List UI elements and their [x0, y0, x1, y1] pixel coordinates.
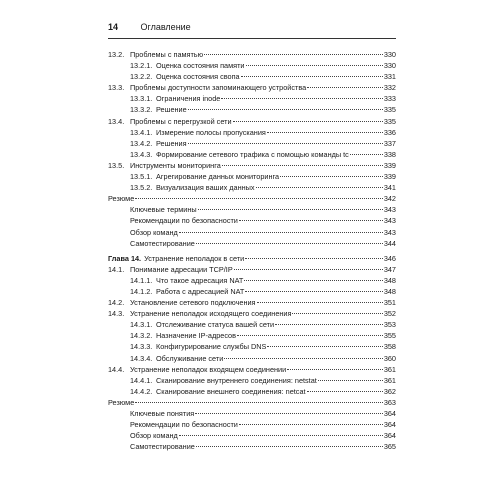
toc-title: Резюме	[108, 194, 135, 204]
toc-number: 14.1.	[108, 264, 125, 274]
toc-number: 13.2.2.	[130, 72, 153, 82]
dot-leader	[224, 358, 383, 359]
toc-page: 346	[383, 253, 396, 263]
toc-entry	[108, 408, 396, 419]
toc-entry	[108, 71, 396, 82]
chapter-label: Глава 14.	[108, 253, 142, 263]
toc-page: 343	[383, 216, 396, 226]
toc-page: 355	[383, 331, 396, 341]
toc-title: Проблемы доступности запоминающего устройства	[130, 83, 307, 93]
toc-number: 13.4.2.	[130, 138, 153, 148]
toc-title: Оценка состояния памяти	[156, 61, 245, 71]
page-number: 14	[108, 22, 119, 32]
dot-leader	[221, 98, 382, 99]
toc-page: 333	[383, 94, 396, 104]
toc-entry	[108, 182, 396, 193]
toc-page: 335	[383, 116, 396, 126]
dot-leader	[239, 424, 383, 425]
dot-leader	[188, 109, 383, 110]
dot-leader	[204, 54, 383, 55]
dot-leader	[179, 232, 383, 233]
toc-entry	[108, 386, 396, 397]
toc-number: 14.3.3.	[130, 342, 153, 352]
toc-number: 13.3.1.	[130, 94, 153, 104]
toc-page: 341	[383, 183, 396, 193]
toc-entry	[108, 227, 396, 238]
toc-title: Ключевые термины	[130, 205, 197, 215]
toc-entry	[108, 93, 396, 104]
toc-number: 13.5.	[108, 160, 125, 170]
dot-leader	[307, 391, 383, 392]
dot-leader	[195, 413, 383, 414]
dot-leader	[198, 209, 383, 210]
page-header	[108, 16, 396, 39]
dot-leader	[246, 65, 383, 66]
toc-entry	[108, 104, 396, 115]
toc-number: 13.4.1.	[130, 127, 153, 137]
toc-page: 347	[383, 264, 396, 274]
toc-number: 14.3.	[108, 309, 125, 319]
toc-entry	[108, 60, 396, 71]
toc-title: Ограничения inode	[156, 94, 221, 104]
dot-leader	[239, 220, 383, 221]
toc-page: 332	[383, 83, 396, 93]
toc-entry	[108, 127, 396, 138]
toc-page: 353	[383, 320, 396, 330]
toc-page: 362	[383, 386, 396, 396]
toc-page: 361	[383, 364, 396, 374]
dot-leader	[318, 380, 383, 381]
dot-leader	[245, 258, 383, 259]
toc-entry	[108, 49, 396, 60]
toc-entry	[108, 319, 396, 330]
toc-title: Обслуживание сети	[156, 353, 224, 363]
toc-page: 358	[383, 342, 396, 352]
toc-entry	[108, 149, 396, 160]
toc-page: 339	[383, 172, 396, 182]
dot-leader	[196, 243, 383, 244]
toc-title: Конфигурирование службы DNS	[156, 342, 267, 352]
toc-page: 337	[383, 138, 396, 148]
toc-entry	[108, 308, 396, 319]
toc-number: 14.4.1.	[130, 375, 153, 385]
toc-title: Агрегирование данных мониторинга	[156, 172, 280, 182]
toc-page: 330	[383, 61, 396, 71]
toc-page: 344	[383, 238, 396, 248]
toc-page: 348	[383, 286, 396, 296]
toc-title: Самотестирование	[130, 442, 195, 452]
toc-title: Устранение неполадок исходящего соединения	[130, 309, 292, 319]
dot-leader	[245, 291, 382, 292]
dot-leader	[135, 198, 383, 199]
toc-title: Обзор команд	[130, 431, 178, 441]
toc-title: Устранение неполадок в сети	[144, 253, 245, 263]
toc-entry	[108, 430, 396, 441]
dot-leader	[233, 121, 383, 122]
dot-leader	[287, 369, 383, 370]
toc-title: Установление сетевого подключения	[130, 298, 256, 308]
toc-page: 360	[383, 353, 396, 363]
toc-title: Решения	[156, 138, 187, 148]
toc-number: 13.3.2.	[130, 105, 153, 115]
toc-entry	[108, 116, 396, 127]
toc-title: Понимание адресации TCP/IP	[130, 264, 233, 274]
toc-title: Резюме	[108, 397, 135, 407]
dot-leader	[188, 143, 383, 144]
dot-leader	[292, 313, 382, 314]
dot-leader	[179, 435, 383, 436]
toc-entry	[108, 364, 396, 375]
dot-leader	[244, 280, 382, 281]
toc-page: 364	[383, 431, 396, 441]
toc-number: 13.3.	[108, 83, 125, 93]
toc-page: 338	[383, 149, 396, 159]
toc-title: Устранение неполадок входящем соединении	[130, 364, 287, 374]
toc-page: 361	[383, 375, 396, 385]
toc-entry	[108, 171, 396, 182]
toc-entry	[108, 397, 396, 408]
dot-leader	[196, 446, 383, 447]
toc-title: Назначение IP-адресов	[156, 331, 236, 341]
toc-number: 14.3.4.	[130, 353, 153, 363]
dot-leader	[280, 176, 383, 177]
toc-entry	[108, 297, 396, 308]
toc-entry	[108, 253, 396, 264]
dot-leader	[307, 87, 383, 88]
toc-page: 343	[383, 205, 396, 215]
toc-number: 14.4.2.	[130, 386, 153, 396]
toc-page: 364	[383, 420, 396, 430]
toc-number: 13.5.1.	[130, 172, 153, 182]
toc-entry	[108, 286, 396, 297]
toc-title: Оценка состояния свопа	[156, 72, 240, 82]
running-title: Оглавление	[140, 22, 191, 32]
toc-number: 14.3.1.	[130, 320, 153, 330]
toc-entry	[108, 275, 396, 286]
toc-number: 13.5.2.	[130, 183, 153, 193]
dot-leader	[275, 324, 383, 325]
toc-title: Решение	[156, 105, 187, 115]
toc-page: 363	[383, 397, 396, 407]
toc-number: 14.1.1.	[130, 275, 153, 285]
toc-title: Ключевые понятия	[130, 409, 195, 418]
toc-entry	[108, 375, 396, 386]
toc-page: 336	[383, 127, 396, 137]
dot-leader	[267, 346, 382, 347]
toc-title: Обзор команд	[130, 227, 178, 237]
toc-page: 364	[383, 409, 396, 418]
toc-title: Сканирование внешнего соединения: netcat	[156, 386, 306, 396]
toc-title: Самотестирование	[130, 238, 195, 248]
toc-page: 342	[383, 194, 396, 204]
toc-entry	[108, 341, 396, 352]
toc-title: Визуализация ваших данных	[156, 183, 255, 193]
dot-leader	[256, 187, 383, 188]
toc-entry	[108, 238, 396, 249]
dot-leader	[135, 402, 383, 403]
toc-title: Инструменты мониторинга	[130, 160, 221, 170]
toc-entry	[108, 330, 396, 341]
toc-page: 352	[383, 309, 396, 319]
toc-page: 330	[383, 50, 396, 59]
toc-page: 331	[383, 72, 396, 82]
toc-entry	[108, 353, 396, 364]
dot-leader	[257, 302, 383, 303]
toc-number: 14.1.2.	[130, 286, 153, 296]
dot-leader	[350, 154, 383, 155]
toc-number: 13.2.	[108, 50, 125, 59]
toc-number: 14.3.2.	[130, 331, 153, 341]
toc-entry	[108, 441, 396, 452]
dot-leader	[222, 165, 383, 166]
toc-page: 365	[383, 442, 396, 452]
toc-title: Отслеживание статуса вашей сети	[156, 320, 275, 330]
toc-title: Работа с адресацией NAT	[156, 286, 245, 296]
dot-leader	[267, 132, 383, 133]
toc-title: Рекомендации по безопасности	[130, 420, 238, 430]
toc-entry	[108, 419, 396, 430]
toc-page: 348	[383, 275, 396, 285]
toc-entry	[108, 264, 396, 275]
toc-number: 14.4.	[108, 364, 125, 374]
toc-number: 14.2.	[108, 298, 125, 308]
toc-title: Проблемы с памятью	[130, 50, 204, 59]
toc-title: Рекомендации по безопасности	[130, 216, 238, 226]
dot-leader	[234, 269, 383, 270]
toc-title: Измерение полосы пропускания	[156, 127, 266, 137]
toc-title: Формирование сетевого трафика с помощью команды tc	[156, 149, 349, 159]
toc-entry	[108, 138, 396, 149]
dot-leader	[241, 76, 383, 77]
toc-page: 335	[383, 105, 396, 115]
toc-entry	[108, 215, 396, 226]
toc-page: 339	[383, 160, 396, 170]
toc-entry	[108, 193, 396, 204]
toc-page: 351	[383, 298, 396, 308]
table-of-contents	[108, 49, 396, 452]
toc-title: Что такое адресация NAT	[156, 275, 244, 285]
toc-entry	[108, 82, 396, 93]
toc-title: Сканирование внутреннего соединения: netstat	[156, 375, 317, 385]
toc-page: 343	[383, 227, 396, 237]
toc-number: 13.4.3.	[130, 149, 153, 159]
toc-number: 13.2.1.	[130, 61, 153, 71]
toc-title: Проблемы с перегрузкой сети	[130, 116, 232, 126]
toc-entry	[108, 204, 396, 215]
toc-number: 13.4.	[108, 116, 125, 126]
toc-entry	[108, 160, 396, 171]
dot-leader	[237, 335, 383, 336]
